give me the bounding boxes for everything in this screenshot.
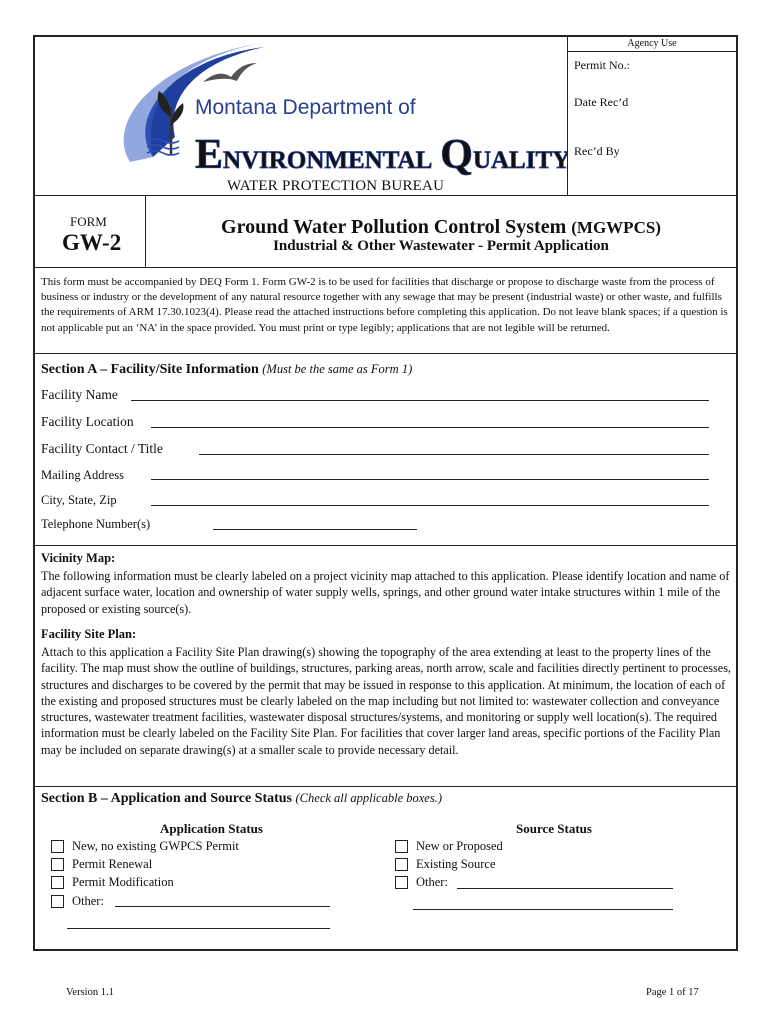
option-label: Other: bbox=[72, 894, 104, 908]
permit-no-field[interactable]: Permit No.: bbox=[574, 58, 630, 72]
form-subtitle: Industrial & Other Wastewater - Permit Application bbox=[273, 238, 609, 254]
checkbox[interactable] bbox=[51, 840, 64, 853]
agency-use-heading: Agency Use bbox=[568, 37, 736, 52]
version-label: Version 1.1 bbox=[66, 987, 114, 998]
checkbox[interactable] bbox=[51, 876, 64, 889]
telephone-input[interactable] bbox=[213, 529, 417, 530]
checkbox[interactable] bbox=[395, 858, 408, 871]
application-status-heading: Application Status bbox=[160, 821, 263, 836]
option-label: New or Proposed bbox=[416, 839, 503, 853]
form-header bbox=[35, 37, 736, 196]
facility-name-input[interactable] bbox=[131, 400, 709, 401]
form-title-row bbox=[35, 196, 736, 268]
source-status-other-option[interactable] bbox=[395, 875, 448, 890]
section-a-heading bbox=[41, 362, 412, 378]
source-status-new-option[interactable] bbox=[395, 839, 503, 854]
form-title bbox=[146, 216, 736, 239]
section-a-note: (Must be the same as Form 1) bbox=[262, 362, 413, 376]
deq-logo-graphic bbox=[35, 37, 567, 177]
option-label: Other: bbox=[416, 875, 448, 889]
city-state-zip-input[interactable] bbox=[151, 505, 709, 506]
city-state-zip-label: City, State, Zip bbox=[41, 493, 117, 507]
intro-text: This form must be accompanied by DEQ Form 1. Form GW-2 is to be used for facilities that discharge or propose to discharge waste from the process of business or industry or the development of any natural resource together with any sewage that may be present (industrial waste) or other waste, and fulfills the requirements of ARM 17.30.1023(4). Please read the attached instructions before completing this application. Do not leave blank spaces; if a question is not applicable put an ‘NA’ in the space provided. You must print or type legibly; applications that are not legible will be returned. bbox=[41, 276, 728, 334]
telephone-label: Telephone Number(s) bbox=[41, 517, 151, 531]
app-status-renewal-option[interactable] bbox=[51, 857, 152, 872]
facility-location-label: Facility Location bbox=[41, 414, 134, 429]
svg-text:ENVIRONMENTALQUALITY bbox=[195, 132, 567, 177]
checkbox[interactable] bbox=[395, 840, 408, 853]
facility-location-input[interactable] bbox=[151, 427, 709, 428]
form-number: GW-2 bbox=[62, 230, 122, 255]
form-label: FORM bbox=[70, 214, 107, 229]
mailing-address-input[interactable] bbox=[151, 479, 709, 480]
app-status-other-option[interactable] bbox=[51, 894, 104, 909]
page-number: Page 1 of 17 bbox=[646, 987, 699, 998]
vicinity-map-heading: Vicinity Map: bbox=[41, 551, 116, 565]
checkbox[interactable] bbox=[51, 895, 64, 908]
logo-cap-q: Q bbox=[440, 132, 473, 177]
option-label: Existing Source bbox=[416, 857, 496, 871]
app-status-other-input-line2[interactable] bbox=[67, 928, 330, 929]
option-label: Permit Modification bbox=[72, 875, 174, 889]
logo-environmental: NVIRONMENTAL bbox=[223, 147, 433, 174]
section-a-title: Section A – Facility/Site Information bbox=[41, 362, 259, 377]
app-status-new-option[interactable] bbox=[51, 839, 239, 854]
source-status-other-input[interactable] bbox=[457, 888, 673, 889]
source-status-heading: Source Status bbox=[516, 821, 592, 836]
source-status-other-input-line2[interactable] bbox=[413, 909, 673, 910]
app-status-other-input[interactable] bbox=[115, 906, 330, 907]
logo-line1: Montana Department of bbox=[195, 96, 416, 119]
logo-uality: UALITY bbox=[472, 147, 567, 174]
divider bbox=[35, 786, 736, 787]
date-recd-field[interactable]: Date Rec’d bbox=[574, 95, 629, 109]
site-plan-text: Attach to this application a Facility Site Plan drawing(s) showing the topography of the area extending at least to the property lines of the facility. The map must show the outline of buildings, structures, parking areas, north arrow, scale and facilities directly pertinent to processes, structures and discharges to be covered by the permit that may be issued in response to this application. At minimum, the location of each of the existing and proposed structures must be clearly labeled on the map including but not limited to: wastewater collection and conveyance structures, wastewater treatment facilities, wastewater disposal structures/systems, and monitoring or supply well location(s). The required information must be clearly labeled on the Facility Site Plan. For facilities that cover larger land areas, specific portions of the Facility Plan may be included on separate drawing(s) at a smaller scale to provide necessary detail. bbox=[41, 645, 731, 757]
divider bbox=[35, 353, 736, 354]
form-id-box bbox=[35, 196, 146, 268]
form-title-text: Ground Water Pollution Control System bbox=[221, 216, 567, 238]
bureau-name: WATER PROTECTION BUREAU bbox=[227, 178, 445, 194]
site-plan-heading: Facility Site Plan: bbox=[41, 627, 137, 641]
divider bbox=[35, 545, 736, 546]
form-frame bbox=[33, 35, 738, 951]
checkbox[interactable] bbox=[395, 876, 408, 889]
app-status-modification-option[interactable] bbox=[51, 875, 174, 890]
section-b-title: Section B – Application and Source Status bbox=[41, 791, 293, 806]
vicinity-map-text: The following information must be clearly labeled on a project vicinity map attached to this application. Please identify location and name of adjacent surface water, location and ownership of water supply wells, springs, and other ground water intake structures within 1 mile of the proposed or existing source(s). bbox=[41, 569, 730, 616]
section-b-heading bbox=[41, 791, 442, 807]
facility-name-label: Facility Name bbox=[41, 387, 118, 402]
agency-use-box bbox=[567, 37, 736, 196]
source-status-existing-option[interactable] bbox=[395, 857, 496, 872]
checkbox[interactable] bbox=[51, 858, 64, 871]
recd-by-field[interactable]: Rec’d By bbox=[574, 144, 620, 158]
option-label: Permit Renewal bbox=[72, 857, 153, 871]
facility-contact-input[interactable] bbox=[199, 454, 709, 455]
section-b-note: (Check all applicable boxes.) bbox=[295, 791, 442, 805]
facility-contact-label: Facility Contact / Title bbox=[41, 441, 163, 456]
deq-logo bbox=[35, 37, 567, 196]
logo-cap-e: E bbox=[195, 132, 224, 177]
mailing-address-label: Mailing Address bbox=[41, 468, 124, 482]
form-title-abbr: (MGWPCS) bbox=[571, 218, 661, 237]
option-label: New, no existing GWPCS Permit bbox=[72, 839, 239, 853]
